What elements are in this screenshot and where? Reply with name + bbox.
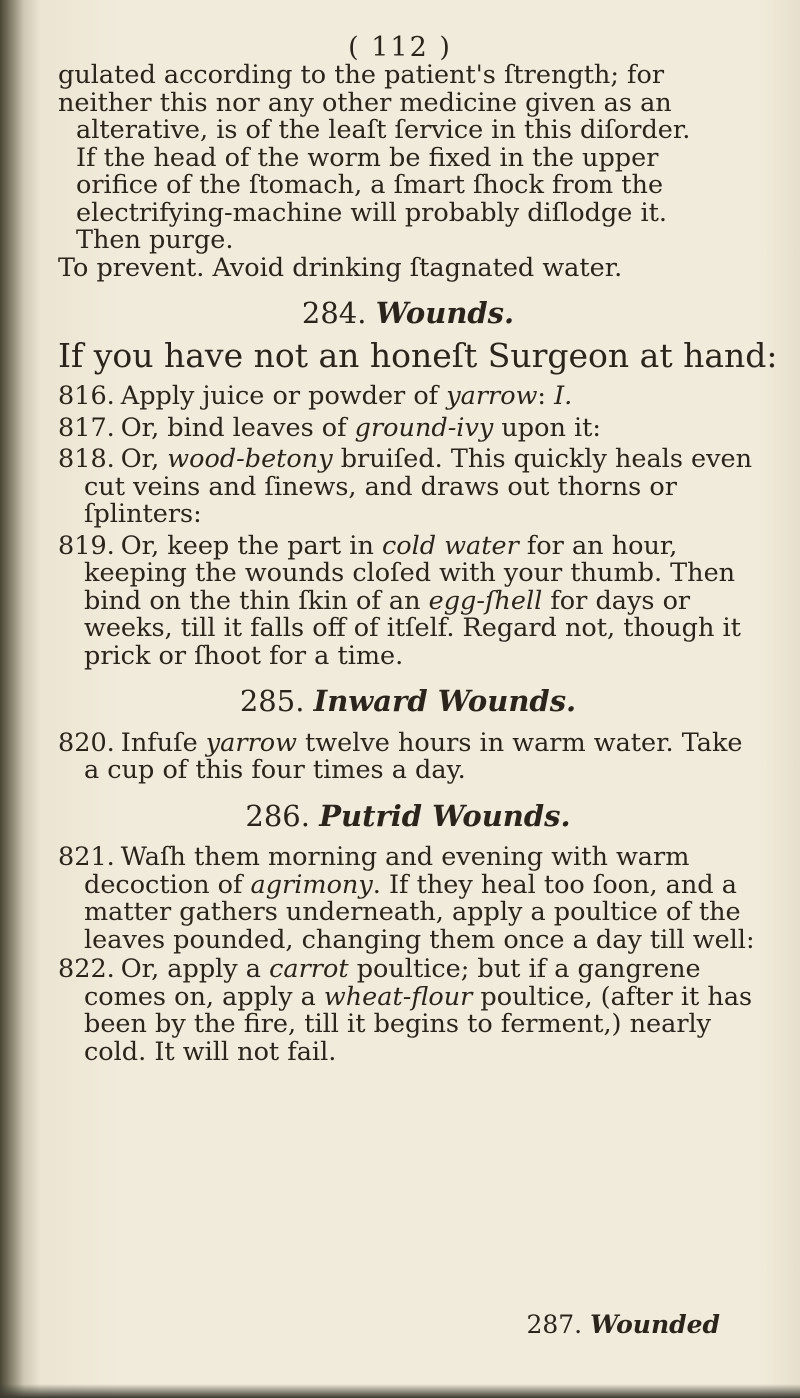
- remedy-820: 820. Infuſe yarrow twelve hours in warm water. Take a cup of this four times a day.: [58, 727, 743, 785]
- remedy-819: 819. Or, keep the part in cold water for an hour, keeping the wounds cloſed with your thumb. Then bind on the thin ſkin of an egg-ſhell for days or weeks, till it falls off of itſelf. Regard not, though it prick or ſhoot for a time.: [58, 530, 741, 671]
- page-number: ( 112 ): [348, 32, 452, 63]
- section-title: Inward Wounds.: [313, 684, 577, 718]
- intro-line: Then purge.: [76, 225, 234, 255]
- surgeon-line: If you have not an honeſt Surgeon at hand:: [58, 335, 778, 375]
- intro-line: neither this nor any other medicine given as an: [58, 87, 672, 118]
- herb-name: carrot: [269, 954, 349, 984]
- herb-name: yarrow: [205, 727, 297, 758]
- intro-line: orifice of the ſtomach, a ſmart ſhock from the: [76, 170, 664, 200]
- herb-name: cold water: [381, 530, 519, 561]
- intro-line: electrifying-machine will probably diſlodge it.: [76, 197, 667, 228]
- section-number: 286.: [245, 798, 310, 833]
- remedy-817: 817. Or, bind leaves of ground-ivy upon it:: [58, 412, 602, 443]
- remedy-mark: I.: [554, 381, 573, 411]
- herb-name: wheat-flour: [323, 981, 473, 1012]
- remedy-816: 816. Apply juice or powder of yarrow: I.: [58, 381, 573, 411]
- section-number: 285.: [239, 684, 305, 718]
- intro-line: gulated according to the patient's ſtrength; for: [58, 60, 665, 90]
- herb-name: agrimony: [250, 869, 373, 900]
- section-title: Putrid Wounds.: [319, 798, 571, 833]
- catchword: [526, 1310, 720, 1339]
- remedy-821: 821. Waſh them morning and evening with warm decoction of agrimony. If they heal too ſoon, and a matter gathers underneath, apply a poultice of the leaves pounded, changing them once a day till well:: [58, 842, 755, 955]
- catchword-word: Wounded: [590, 1310, 720, 1339]
- section-heading-286: [58, 798, 758, 833]
- herb-name: yarrow: [446, 381, 538, 411]
- section-title: Wounds.: [375, 296, 515, 330]
- remedy-822: 822. Or, apply a carrot poultice; but if a gangrene comes on, apply a wheat-flour poultice, (after it has been by the fire, till it begins to ferment,) nearly cold. It will not fail.: [58, 954, 753, 1067]
- section-heading-285: [58, 684, 758, 718]
- page-bottom-shadow: [0, 1384, 800, 1398]
- prevent-line: To prevent. Avoid drinking ſtagnated water.: [58, 252, 623, 283]
- catchword-number: 287.: [526, 1310, 583, 1339]
- intro-line: If the head of the worm be fixed in the upper: [76, 142, 659, 173]
- page-body: [58, 60, 778, 1067]
- herb-name: wood-betony: [167, 444, 333, 474]
- herb-name: ground-ivy: [354, 412, 494, 443]
- section-heading-284: [58, 296, 758, 330]
- herb-name: egg-ſhell: [428, 585, 543, 616]
- section-number: 284.: [301, 296, 367, 330]
- intro-line: alterative, is of the leaſt ſervice in this diſorder.: [76, 115, 691, 145]
- remedy-818: 818. Or, wood-betony bruiſed. This quickly heals even cut veins and ſinews, and draws out thorns or ſplinters:: [58, 444, 753, 529]
